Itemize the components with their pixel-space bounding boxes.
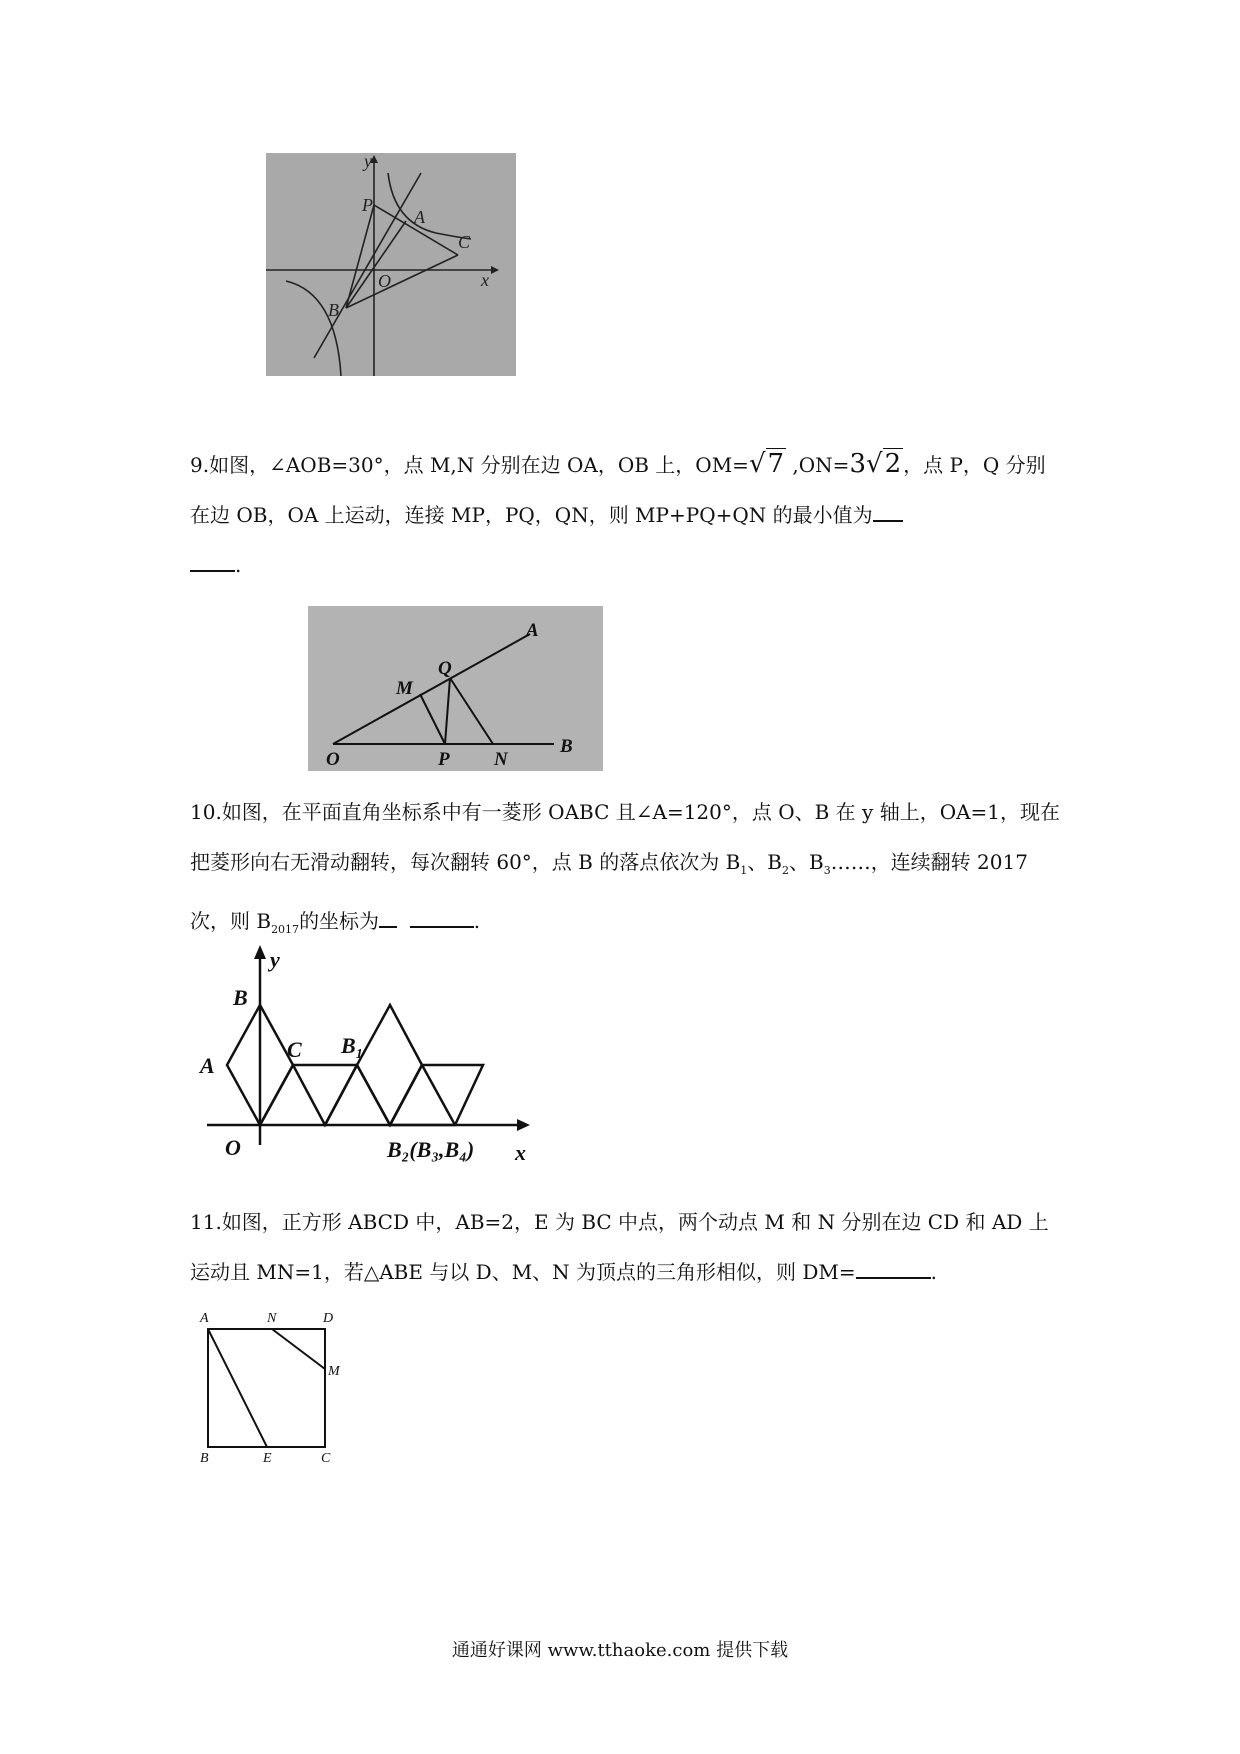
rhombus-flat <box>390 1065 483 1125</box>
question-9 <box>190 440 1060 590</box>
label-y: y <box>270 947 280 972</box>
label-B: B <box>560 736 573 757</box>
q11-answer-blank <box>856 1255 931 1279</box>
flip-4 <box>390 1065 455 1125</box>
label-B1-letter: B <box>341 1033 356 1058</box>
segment-MP <box>420 694 445 744</box>
rhombus-tall <box>357 1005 422 1125</box>
label-B1-sub: 1 <box>355 1047 363 1062</box>
label-D: D <box>323 1311 334 1326</box>
label-O: O <box>225 1135 241 1160</box>
label-A: A <box>414 207 425 227</box>
q10-text-1: 如图，在平面直角坐标系中有一菱形 OABC 且∠A=120°，点 O、B 在 y 轴上，OA=1，现在把菱形向右无滑动翻转，每次翻转 60°，点 B 的落点依次为 B <box>190 800 1061 874</box>
line-AB <box>346 221 406 308</box>
figure-angle-aob <box>308 606 603 771</box>
q11-number: 11. <box>190 1210 222 1234</box>
q9-text-4: . <box>235 553 242 577</box>
question-11 <box>190 1197 1060 1297</box>
q9-sqrt-om: √7 <box>748 449 785 479</box>
q9-on-coefficient: 3 <box>849 449 866 479</box>
label-M: M <box>328 1364 340 1379</box>
q9-answer-blank-1 <box>873 498 903 522</box>
q9-text-2: ,ON= <box>786 453 850 477</box>
q10-sub-1: 1 <box>740 864 748 877</box>
figure-rhombus-flips <box>195 945 540 1167</box>
label-A: A <box>526 620 539 641</box>
q9-text-1: 如图，∠AOB=30°，点 M,N 分别在边 OA，OB 上，OM= <box>209 453 749 477</box>
q9-on-radicand: 2 <box>884 449 902 479</box>
label-O: O <box>326 749 340 770</box>
q10-text-2: ……，连续翻转 2017 次，则 B <box>190 850 1028 933</box>
label-M: M <box>396 678 413 699</box>
label-B: B <box>233 985 248 1010</box>
flip-2 <box>260 1065 357 1125</box>
flip-3 <box>325 1065 390 1125</box>
hyperbola-diagram <box>266 153 516 376</box>
q10-sep-2: 、B <box>788 850 824 874</box>
label-C: C <box>458 232 471 252</box>
label-B1 <box>340 1033 363 1062</box>
segment-QN <box>450 678 493 744</box>
label-B: B <box>200 1451 209 1466</box>
label-x: x <box>481 270 489 290</box>
q10-sep-1: 、B <box>747 850 782 874</box>
q10-sub-2017: 2017 <box>271 923 300 936</box>
label-E: E <box>263 1451 272 1466</box>
label-N: N <box>267 1311 277 1326</box>
q9-answer-blank-2 <box>190 548 235 572</box>
q10-text-4: . <box>473 909 481 933</box>
label-C: C <box>287 1037 302 1062</box>
segment-AE <box>208 1329 267 1447</box>
hyperbola-lower-branch <box>286 281 341 376</box>
label-C: C <box>321 1451 331 1466</box>
q10-sub-2: 2 <box>781 864 789 877</box>
x-axis-arrow <box>491 266 499 274</box>
figure-hyperbola <box>266 153 516 376</box>
label-P: P <box>362 195 373 215</box>
q10-text-3: 的坐标为 <box>299 909 380 933</box>
square-diagram <box>195 1307 350 1467</box>
rhombus-diagram <box>195 945 540 1167</box>
x-axis-arrow <box>517 1119 530 1131</box>
q10-number: 10. <box>190 800 222 824</box>
q10-answer-blank-1 <box>379 904 397 928</box>
page-footer: 通通好课网 www.tthaoke.com 提供下载 <box>451 1640 789 1661</box>
segment-PQ <box>445 678 450 744</box>
square-ABCD <box>208 1329 325 1447</box>
q10-answer-blank-2 <box>410 904 474 928</box>
q9-text-3: ，点 P，Q 分别在边 OB，OA 上运动，连接 MP，PQ，QN，则 MP+PQ+QN 的最小值为 <box>190 453 1046 527</box>
q9-om-radicand: 7 <box>767 449 785 479</box>
line-PB <box>346 205 374 308</box>
q9-sqrt-on: 3√2 <box>849 449 902 479</box>
label-x: x <box>515 1140 526 1165</box>
q11-text-1: 如图，正方形 ABCD 中，AB=2，E 为 BC 中点，两个动点 M 和 N 分别在边 CD 和 AD 上运动且 MN=1，若△ABE 与以 D、M、N 为顶点的三角形相似，则 DM= <box>190 1210 1049 1284</box>
angle-diagram <box>308 606 603 771</box>
ray-OA <box>333 634 530 744</box>
figure-square-abcd <box>195 1307 350 1467</box>
q9-number: 9. <box>190 453 210 477</box>
question-10 <box>190 787 1060 955</box>
label-O: O <box>378 271 391 291</box>
label-A: A <box>200 1053 215 1078</box>
line-BC <box>346 255 458 308</box>
q10-sub-3: 3 <box>823 864 831 877</box>
label-y: y <box>364 153 372 171</box>
y-axis-arrow <box>254 945 266 959</box>
label-P: P <box>438 749 450 770</box>
segment-NM <box>272 1329 325 1369</box>
label-N: N <box>494 749 508 770</box>
q11-text-2: . <box>930 1260 938 1284</box>
label-B: B <box>328 300 339 320</box>
label-bottom: B₂(B₃,B₄) <box>387 1137 475 1162</box>
label-Q: Q <box>438 658 452 679</box>
label-A: A <box>200 1311 209 1326</box>
